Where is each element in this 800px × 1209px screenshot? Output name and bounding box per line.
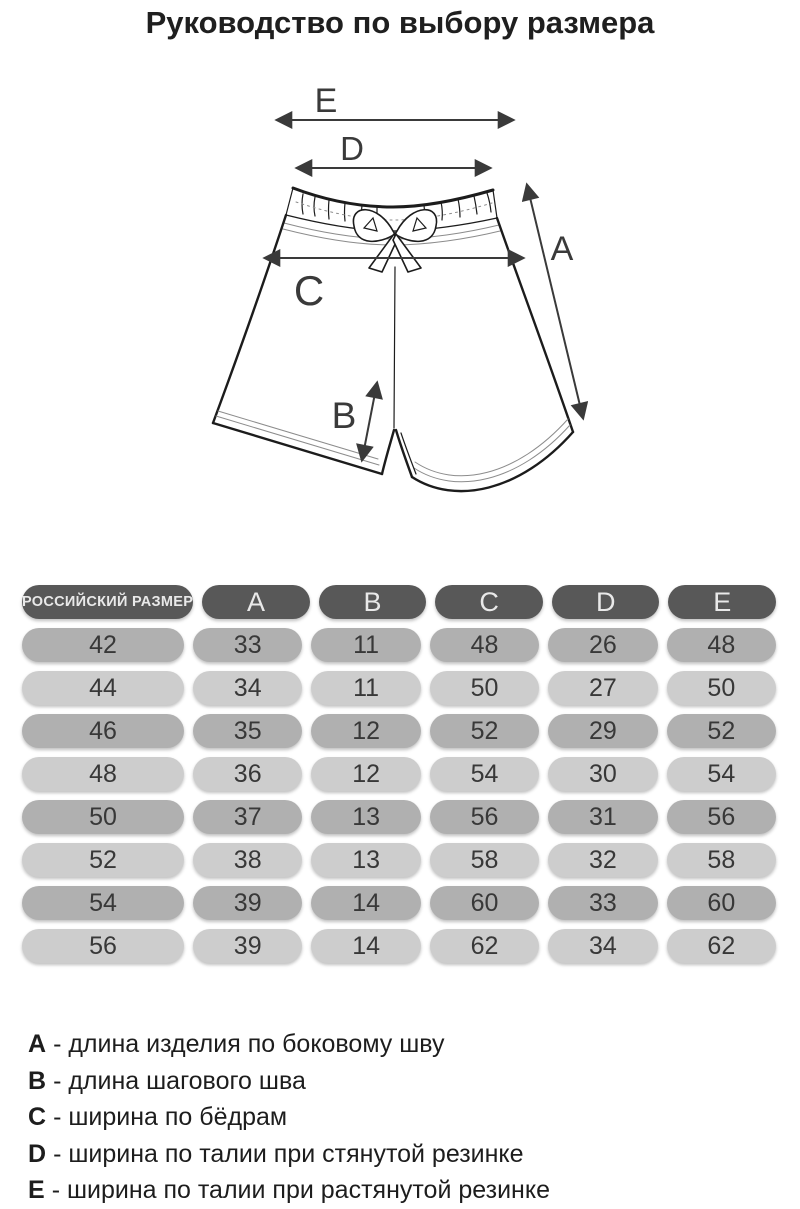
table-row [22,671,776,705]
size-cell: 56 [22,929,184,963]
table-row [22,628,776,662]
column-header-a: A [202,585,310,619]
value-cell: 60 [430,886,539,920]
legend-item-c [28,1099,550,1136]
value-cell: 13 [311,843,420,877]
legend-item-b [28,1063,550,1100]
table-row [22,714,776,748]
column-header-e: E [668,585,776,619]
value-cell: 14 [311,929,420,963]
legend-letter: D [28,1139,47,1168]
value-cell: 27 [548,671,657,705]
value-cell: 12 [311,714,420,748]
table-row [22,843,776,877]
value-cell: 34 [193,671,302,705]
value-cell: 12 [311,757,420,791]
value-cell: 11 [311,671,420,705]
value-cell: 54 [430,757,539,791]
value-cell: 13 [311,800,420,834]
value-cell: 32 [548,843,657,877]
value-cell: 58 [430,843,539,877]
size-cell: 54 [22,886,184,920]
column-header-russian-size: РОССИЙСКИЙ РАЗМЕР [22,585,193,619]
legend-item-d [28,1136,550,1173]
value-cell: 36 [193,757,302,791]
value-cell: 11 [311,628,420,662]
legend-text: - длина изделия по боковому шву [53,1030,445,1058]
shorts-measurement-diagram [0,55,800,580]
dimension-arrow-b [332,383,377,460]
size-cell: 48 [22,757,184,791]
page-title: Руководство по выбору размера [145,5,655,40]
dimension-arrow-c [265,258,523,314]
dimension-label-a: A [550,230,574,268]
dimension-label-e: E [314,82,338,120]
size-table [22,585,776,963]
table-row [22,929,776,963]
table-row [22,886,776,920]
dimension-arrow-d [297,130,490,168]
size-cell: 52 [22,843,184,877]
legend-letter: B [28,1066,47,1095]
legend-text: - ширина по талии при стянутой резинке [53,1139,524,1168]
value-cell: 48 [667,628,776,662]
size-cell: 44 [22,671,184,705]
measurement-legend [28,1026,550,1209]
dimension-label-b: B [331,395,357,436]
legend-letter: C [28,1103,47,1131]
shorts-diagram-svg [0,55,800,580]
value-cell: 39 [193,929,302,963]
table-row [22,800,776,834]
dimension-arrow-e [277,82,513,120]
dimension-label-d: D [340,130,364,167]
value-cell: 62 [430,929,539,963]
value-cell: 52 [430,714,539,748]
value-cell: 50 [430,671,539,705]
value-cell: 56 [430,800,539,834]
legend-item-e [28,1172,550,1209]
legend-text: - ширина по талии при растянутой резинке [51,1176,550,1204]
size-cell: 42 [22,628,184,662]
bow-icon [353,210,436,272]
value-cell: 39 [193,886,302,920]
table-row [22,757,776,791]
value-cell: 48 [430,628,539,662]
size-cell: 50 [22,800,184,834]
value-cell: 62 [667,929,776,963]
value-cell: 14 [311,886,420,920]
value-cell: 56 [667,800,776,834]
legend-item-a [28,1026,550,1063]
value-cell: 58 [667,843,776,877]
table-header-row [22,585,776,619]
column-header-b: B [319,585,427,619]
legend-text: - ширина по бёдрам [53,1103,288,1131]
value-cell: 52 [667,714,776,748]
value-cell: 33 [548,886,657,920]
dimension-label-c: C [293,267,325,314]
value-cell: 35 [193,714,302,748]
value-cell: 26 [548,628,657,662]
value-cell: 31 [548,800,657,834]
value-cell: 34 [548,929,657,963]
column-header-d: D [552,585,660,619]
value-cell: 33 [193,628,302,662]
legend-letter: A [28,1030,47,1058]
value-cell: 30 [548,757,657,791]
legend-text: - длина шагового шва [53,1066,306,1095]
size-cell: 46 [22,714,184,748]
column-header-c: C [435,585,543,619]
value-cell: 60 [667,886,776,920]
value-cell: 29 [548,714,657,748]
value-cell: 38 [193,843,302,877]
value-cell: 54 [667,757,776,791]
value-cell: 50 [667,671,776,705]
legend-letter: E [28,1176,45,1204]
value-cell: 37 [193,800,302,834]
